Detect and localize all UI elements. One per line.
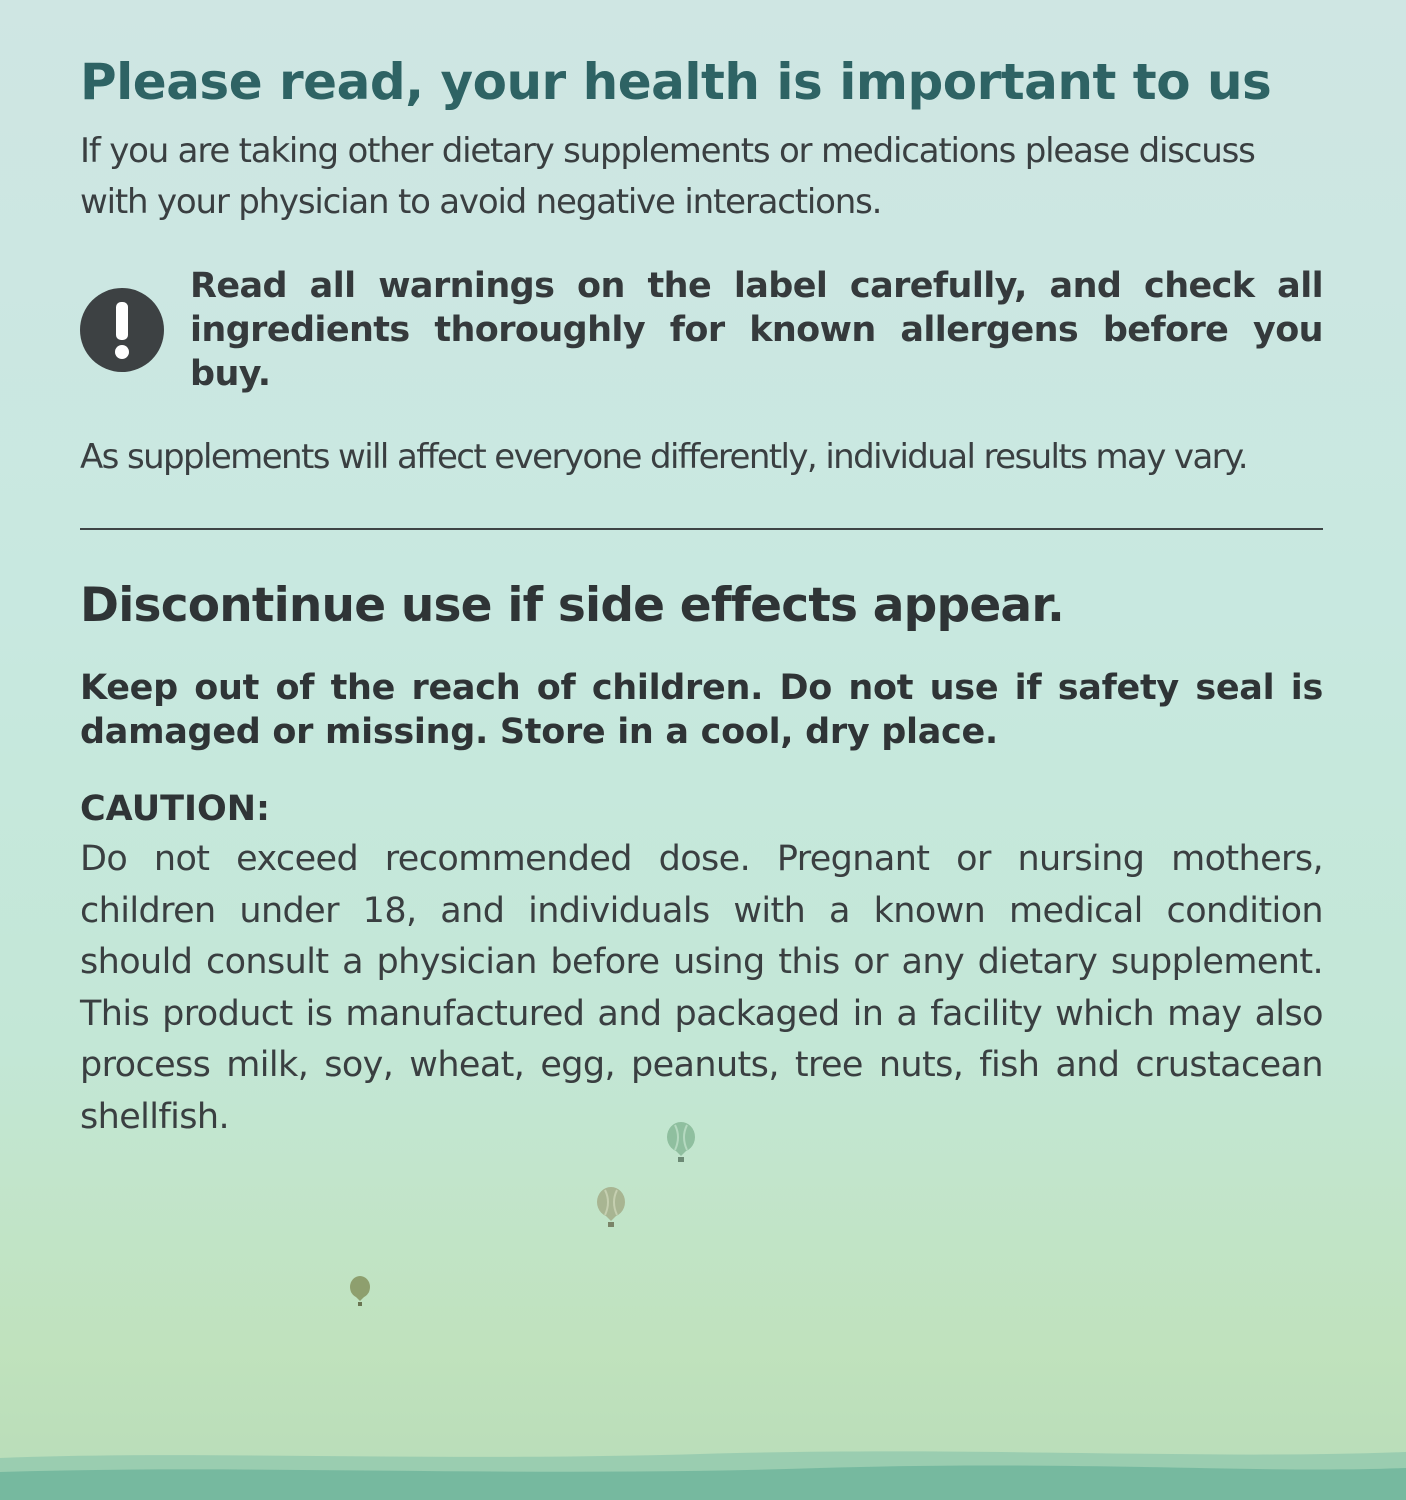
results-disclaimer: As supplements will affect everyone differently, individual results may vary. — [80, 437, 1247, 477]
storage-instructions: Keep out of the reach of children. Do not use if safety seal is damaged or missing. Store in a cool, dry place. — [80, 668, 1323, 752]
hot-air-balloon-icon — [348, 1276, 372, 1308]
allergen-warning — [80, 264, 1323, 396]
warning-text: Read all warnings on the label carefully, and check all ingredients thoroughly for known allergens before you buy. — [190, 266, 1323, 394]
divider — [80, 528, 1323, 530]
hot-air-balloon-icon — [595, 1187, 627, 1231]
safety-notice — [80, 50, 1323, 1144]
exclamation-icon — [80, 288, 164, 372]
page-title: Please read, your health is important to us — [80, 53, 1272, 111]
interaction-advice: If you are taking other dietary supplements or medications please discuss with your physician to avoid negative interactions. — [80, 131, 1255, 222]
section-heading: Discontinue use if side effects appear. — [80, 578, 1065, 633]
background-hills — [0, 1440, 1406, 1500]
caution-text: Do not exceed recommended dose. Pregnant or nursing mothers, children under 18, and individuals with a known medical condition should consult a physician before using this or any dietary supplement. This product is manufactured and packaged in a facility which may also process milk, soy, wheat, egg, peanuts, tree nuts, fish and crustacean shellfish. — [80, 839, 1323, 1137]
caution-heading: CAUTION: — [80, 789, 271, 829]
